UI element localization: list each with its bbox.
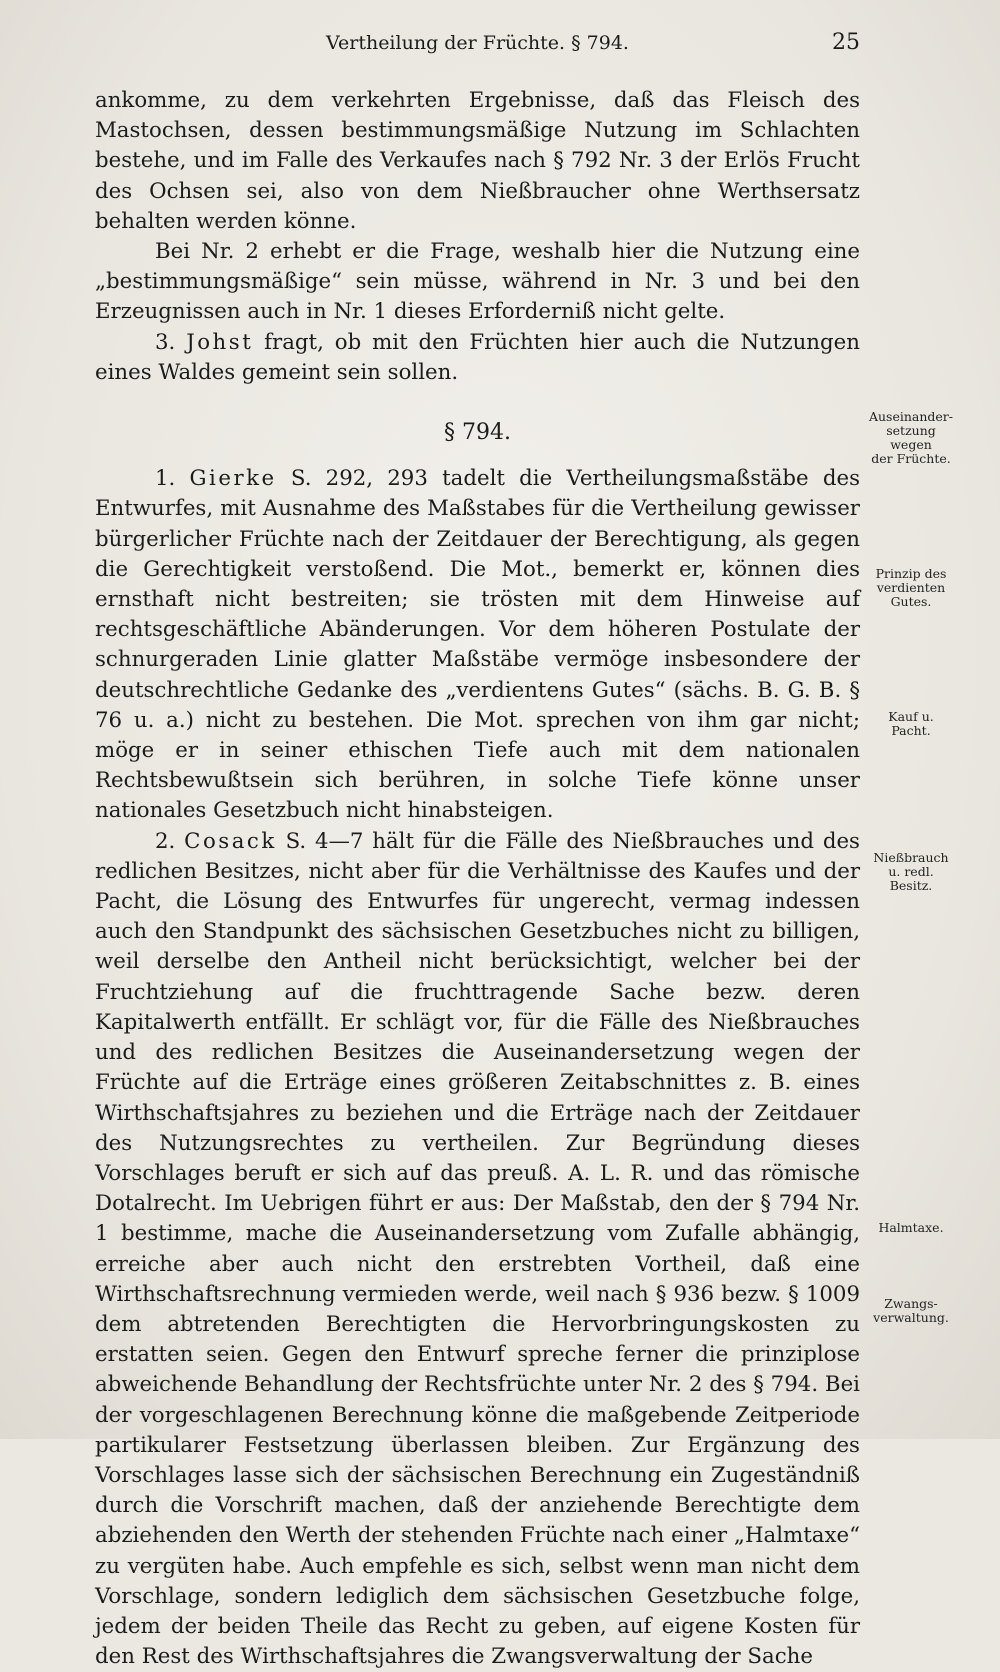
- margin-note-line: Halmtaxe.: [878, 1220, 944, 1235]
- margin-note-line: Prinzip des: [875, 566, 947, 581]
- margin-note-zwangsverwaltung: [866, 1297, 956, 1325]
- margin-note-line: Kauf u.: [888, 709, 934, 724]
- author-name: Gierke: [189, 466, 277, 492]
- margin-note-line: Auseinander-: [868, 409, 954, 424]
- paragraph-johst: [95, 328, 860, 388]
- paragraph-cosack: [95, 827, 860, 1672]
- margin-note-line: Nießbrauch: [873, 850, 949, 865]
- margin-note-auseinandersetzung: [866, 410, 956, 466]
- paragraph-text: fragt, ob mit den Früchten hier auch die Nutzungen eines Waldes gemeint sein sollen.: [95, 329, 860, 385]
- margin-note-line: der Früchte.: [871, 451, 951, 466]
- margin-note-line: Zwangs-: [884, 1296, 938, 1311]
- margin-note-line: Besitz.: [889, 878, 933, 893]
- margin-note-halmtaxe: [866, 1221, 956, 1235]
- paragraph-nr2: Bei Nr. 2 erhebt er die Frage, weshalb hier die Nutzung eine „bestimmungsmäßige“ sein müsse, während in Nr. 3 und bei den Erzeugnissen auch in Nr. 1 dieses Erforderniß nicht gelte.: [95, 239, 860, 325]
- page-header: [95, 30, 860, 62]
- running-title: Vertheilung der Früchte. § 794.: [326, 32, 629, 54]
- section-heading: § 794.: [444, 420, 511, 446]
- margin-note-line: Gutes.: [890, 594, 932, 609]
- margin-note-line: verwaltung.: [873, 1310, 949, 1325]
- paragraph-text: S. 292, 293 tadelt die Vertheilungsmaßstäbe des Entwurfes, mit Ausnahme des Maßstabes für die Vertheilung gewisser bürgerlicher Früchte nach der Zeitdauer der Berechtigung, als gegen die Gerechtigkeit verstoßend. Die Mot., bemerkt er, können dies ernsthaft nicht bestreiten; sie trösten mit dem Hinweise auf rechtsgeschäftliche Abänderungen. Vor dem höheren Postulate der schnurgeraden Linie glatter Maßstäbe vermöge insbesondere der deutschrechtliche Gedanke des „verdientens Gutes“ (sächs. B. G. B. § 76 u. a.) nicht zu bestehen. Die Mot. sprechen von ihm gar nicht; möge er in seiner ethischen Tiefe auch mit dem nationalen Rechtsbewußtsein sich berühren, in solche Tiefe könne unser nationales Gesetzbuch nicht hinabsteigen.: [95, 466, 860, 824]
- page-number: 25: [832, 30, 860, 55]
- item-number: 3.: [155, 329, 176, 355]
- margin-note-line: verdienten: [876, 580, 946, 595]
- margin-note-line: setzung wegen: [886, 423, 936, 452]
- main-text: [95, 86, 860, 1672]
- margin-note-line: u. redl.: [888, 864, 934, 879]
- paragraph-continuation: ankomme, zu dem verkehrten Ergebnisse, daß das Fleisch des Mastochsen, dessen bestimmungsmäßige Nutzung im Schlachten bestehe, und im Falle des Verkaufes nach § 792 Nr. 3 der Erlös Frucht des Ochsen sei, also von dem Nießbraucher ohne Werthsersatz behalten werden könne.: [95, 88, 860, 234]
- margin-note-kauf: [866, 710, 956, 738]
- author-name: Cosack: [184, 828, 277, 854]
- paragraph-gierke: [95, 464, 860, 826]
- margin-note-niessbrauch: [866, 851, 956, 893]
- paragraph-text: S. 4—7 hält für die Fälle des Nießbrauches und des redlichen Besitzes, nicht aber für die Verhältnisse des Kaufes und der Pacht, die Lösung des Entwurfes für ungerecht, vermag indessen auch den Standpunkt des sächsischen Gesetzbuches nicht zu billigen, weil derselbe den Antheil nicht berücksichtigt, welcher bei der Fruchtziehung auf die fruchttragende Sache bezw. deren Kapitalwerth entfällt. Er schlägt vor, für die Fälle des Nießbrauches und des redlichen Besitzes die Auseinandersetzung wegen der Früchte auf die Erträge eines größeren Zeitabschnittes z. B. eines Wirthschaftsjahres zu beziehen und die Erträge nach der Zeitdauer des Nutzungsrechtes zu vertheilen. Zur Begründung dieses Vorschlages beruft er sich auf das preuß. A. L. R. und das römische Dotalrecht. Im Uebrigen führt er aus: Der Maßstab, den der § 794 Nr. 1 bestimme, mache die Auseinandersetzung vom Zufalle abhängig, erreiche aber auch nicht den erstrebten Vortheil, daß eine Wirthschaftsrechnung vermieden werde, weil nach § 936 bezw. § 1009 dem abtretenden Berechtigten die Hervorbringungskosten zu erstatten seien. Gegen den Entwurf spreche ferner die prinziplose abweichende Behandlung der Rechtsfrüchte unter Nr. 2 des § 794. Bei der vorgeschlagenen Berechnung könne die maßgebende Zeitperiode partikularer Festsetzung überlassen bleiben. Zur Ergänzung des Vorschlages lasse sich der sächsischen Berechnung ein Zugeständniß durch die Vorschrift machen, daß der anziehende Berechtigte dem abziehenden den Werth der stehenden Früchte nach einer „Halmtaxe“ zu vergüten habe. Auch empfehle es sich, selbst wenn man nicht dem Vorschlage, sondern lediglich dem sächsischen Gesetzbuche folge, jedem der beiden Theile das Recht zu geben, auf eigene Kosten für den Rest des Wirthschaftsjahres die Zwangsverwaltung der Sache: [95, 828, 860, 1670]
- item-number: 1.: [155, 466, 176, 492]
- margin-note-line: Pacht.: [891, 723, 931, 738]
- margin-note-prinzip: [866, 567, 956, 609]
- author-name: Johst: [186, 329, 254, 355]
- item-number: 2.: [155, 828, 176, 854]
